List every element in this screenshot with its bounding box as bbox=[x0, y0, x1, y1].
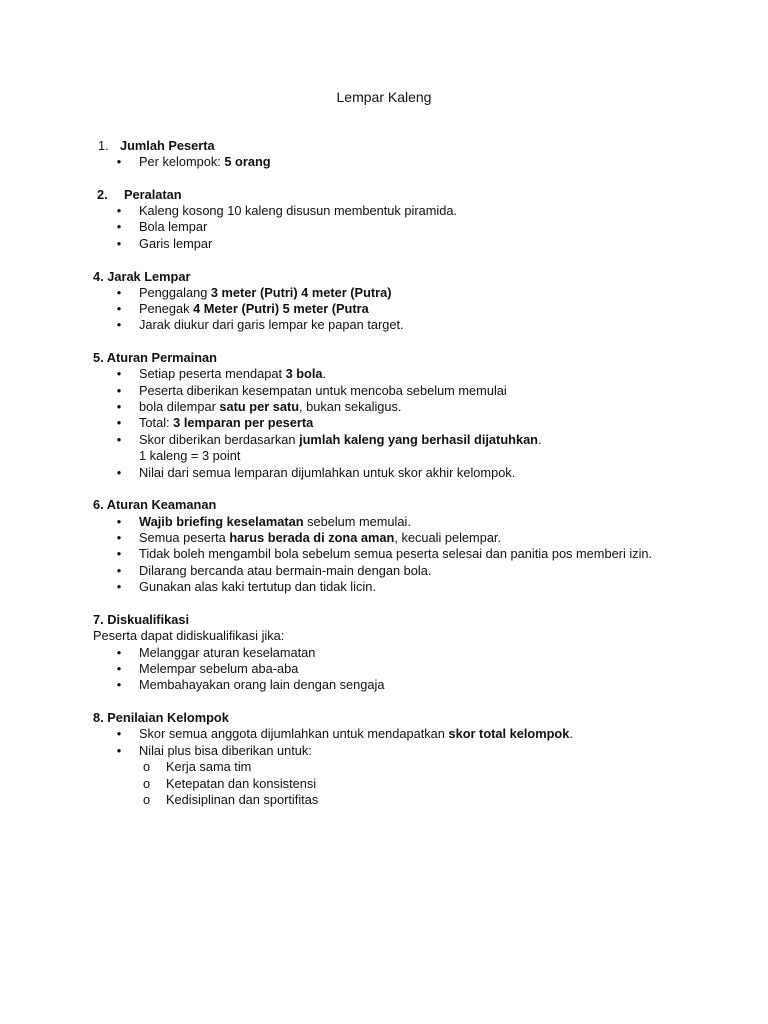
bullet-marker: • bbox=[116, 677, 122, 692]
section-8-heading: 8. Penilaian Kelompok bbox=[93, 710, 229, 725]
bullet-marker: • bbox=[116, 661, 122, 676]
s7-bullet-2: Melempar sebelum aba-aba bbox=[139, 661, 299, 676]
section-7-heading: 7. Diskualifikasi bbox=[93, 612, 190, 627]
bullet-marker: • bbox=[116, 415, 122, 430]
bullet-marker: • bbox=[116, 154, 122, 169]
s2-bullet-1: Kaleng kosong 10 kaleng disusun membentuk piramida. bbox=[139, 203, 457, 218]
bullet-marker: • bbox=[116, 203, 122, 218]
s5-bullet-1: Setiap peserta mendapat 3 bola. bbox=[139, 366, 327, 381]
s6-bullet-4: Dilarang bercanda atau bermain-main dengan bola. bbox=[139, 563, 432, 578]
section-1-number: 1. bbox=[98, 138, 109, 153]
s8-bullet-2: Nilai plus bisa diberikan untuk: bbox=[139, 743, 312, 758]
s4-bullet-2: Penegak 4 Meter (Putri) 5 meter (Putra bbox=[139, 301, 369, 316]
section-2-heading: Peralatan bbox=[124, 187, 182, 202]
sub-bullet-marker: o bbox=[143, 792, 151, 807]
s8-sub-3: Kedisiplinan dan sportifitas bbox=[166, 792, 319, 807]
bullet-marker: • bbox=[116, 514, 122, 529]
s5-bullet-5-continuation: 1 kaleng = 3 point bbox=[139, 448, 241, 463]
bullet-marker: • bbox=[116, 546, 122, 561]
s7-intro: Peserta dapat didiskualifikasi jika: bbox=[93, 628, 285, 643]
s7-bullet-3: Membahayakan orang lain dengan sengaja bbox=[139, 677, 385, 692]
s4-bullet-1: Penggalang 3 meter (Putri) 4 meter (Putra) bbox=[139, 285, 392, 300]
bullet-marker: • bbox=[116, 383, 122, 398]
s7-bullet-1: Melanggar aturan keselamatan bbox=[139, 645, 316, 660]
section-4-heading: 4. Jarak Lempar bbox=[93, 269, 191, 284]
s8-sub-2: Ketepatan dan konsistensi bbox=[166, 776, 317, 791]
bullet-marker: • bbox=[116, 236, 122, 251]
s2-bullet-2: Bola lempar bbox=[139, 219, 208, 234]
bullet-marker: • bbox=[116, 563, 122, 578]
document-title: Lempar Kaleng bbox=[336, 89, 432, 105]
bullet-marker: • bbox=[116, 530, 122, 545]
bullet-marker: • bbox=[116, 399, 122, 414]
s2-bullet-3: Garis lempar bbox=[139, 236, 213, 251]
s4-bullet-3: Jarak diukur dari garis lempar ke papan target. bbox=[139, 317, 404, 332]
s1-bullet-1: Per kelompok: 5 orang bbox=[139, 154, 271, 169]
s5-bullet-4: Total: 3 lemparan per peserta bbox=[139, 415, 314, 430]
bullet-marker: • bbox=[116, 366, 122, 381]
section-5-heading: 5. Aturan Permainan bbox=[93, 350, 217, 365]
bullet-marker: • bbox=[116, 285, 122, 300]
s6-bullet-5: Gunakan alas kaki tertutup dan tidak licin. bbox=[139, 579, 376, 594]
bullet-marker: • bbox=[116, 465, 122, 480]
bullet-marker: • bbox=[116, 432, 122, 447]
section-1-heading: Jumlah Peserta bbox=[120, 138, 215, 153]
sub-bullet-marker: o bbox=[143, 759, 151, 774]
s5-bullet-3: bola dilempar satu per satu, bukan sekaligus. bbox=[139, 399, 402, 414]
bullet-marker: • bbox=[116, 317, 122, 332]
s6-bullet-3: Tidak boleh mengambil bola sebelum semua peserta selesai dan panitia pos memberi izin. bbox=[139, 546, 653, 561]
bullet-marker: • bbox=[116, 219, 122, 234]
section-2-number: 2. bbox=[97, 187, 108, 202]
bullet-marker: • bbox=[116, 726, 122, 741]
bullet-marker: • bbox=[116, 301, 122, 316]
s5-bullet-6: Nilai dari semua lemparan dijumlahkan untuk skor akhir kelompok. bbox=[139, 465, 516, 480]
bullet-marker: • bbox=[116, 645, 122, 660]
s5-bullet-5: Skor diberikan berdasarkan jumlah kaleng yang berhasil dijatuhkan. bbox=[139, 432, 542, 447]
bullet-marker: • bbox=[116, 743, 122, 758]
s5-bullet-2: Peserta diberikan kesempatan untuk mencoba sebelum memulai bbox=[139, 383, 507, 398]
sub-bullet-marker: o bbox=[143, 776, 151, 791]
s6-bullet-1: Wajib briefing keselamatan sebelum memulai. bbox=[139, 514, 411, 529]
s8-sub-1: Kerja sama tim bbox=[166, 759, 252, 774]
section-6-heading: 6. Aturan Keamanan bbox=[93, 497, 217, 512]
bullet-marker: • bbox=[116, 579, 122, 594]
s8-bullet-1: Skor semua anggota dijumlahkan untuk mendapatkan skor total kelompok. bbox=[139, 726, 573, 741]
s6-bullet-2: Semua peserta harus berada di zona aman, kecuali pelempar. bbox=[139, 530, 502, 545]
